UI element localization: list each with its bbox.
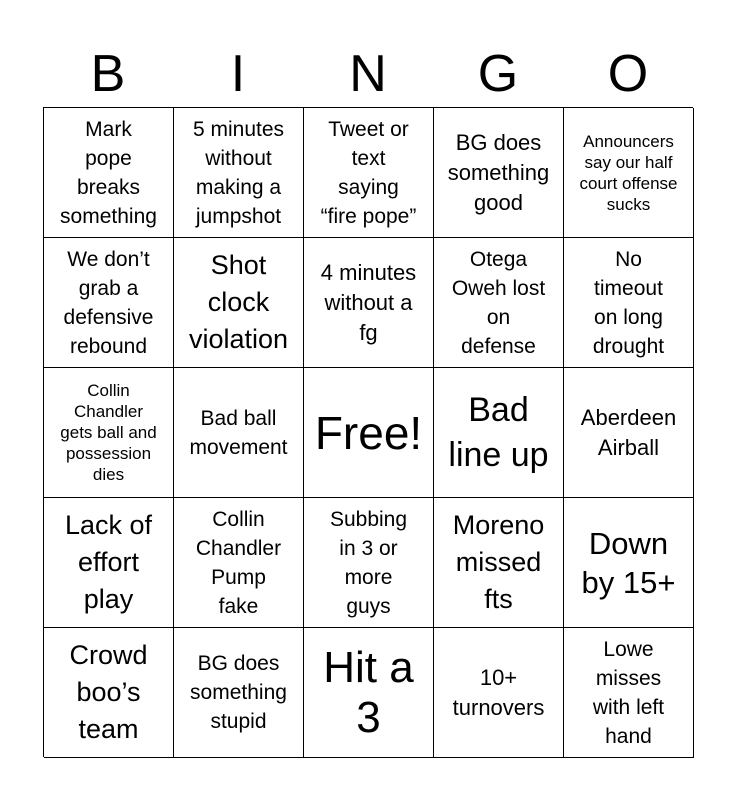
header-letter-i: I — [230, 45, 246, 103]
bingo-cell[interactable] — [564, 368, 694, 498]
header-letter-g: G — [477, 45, 519, 103]
bingo-cell[interactable] — [174, 628, 304, 758]
cell-text: 10+ turnovers — [452, 664, 545, 720]
bingo-header — [43, 40, 693, 108]
bingo-cell[interactable] — [174, 368, 304, 498]
cell-text: Crowd boo’s team — [69, 640, 148, 744]
cell-text: Tweet or text saying “fire pope” — [320, 117, 417, 228]
header-letter-o: O — [607, 45, 649, 103]
cell-text: BG does something good — [447, 129, 550, 215]
bingo-grid — [43, 107, 693, 757]
cell-text: BG does something stupid — [190, 652, 287, 733]
bingo-cell[interactable] — [304, 498, 434, 628]
cell-text: 4 minutes without a fg — [320, 259, 417, 345]
cell-text: Collin Chandler Pump fake — [195, 507, 282, 618]
bingo-cell[interactable] — [564, 628, 694, 758]
cell-text: Down by 15+ — [581, 525, 676, 600]
cell-text: Lowe misses with left hand — [592, 637, 665, 748]
bingo-cell[interactable] — [434, 368, 564, 498]
bingo-cell-free[interactable] — [304, 368, 434, 498]
bingo-cell[interactable] — [44, 628, 174, 758]
cell-text: No timeout on long drought — [592, 247, 665, 358]
bingo-cell[interactable] — [564, 498, 694, 628]
bingo-cell[interactable] — [434, 108, 564, 238]
cell-text: We don’t grab a defensive rebound — [63, 247, 154, 358]
header-letter-b: B — [90, 45, 126, 103]
cell-text: Mark pope breaks something — [60, 117, 157, 228]
bingo-cell[interactable] — [564, 108, 694, 238]
cell-text: Collin Chandler gets ball and possession dies — [60, 381, 157, 484]
header-letter-n: N — [349, 45, 387, 103]
bingo-cell[interactable] — [304, 628, 434, 758]
cell-text: Otega Oweh lost on defense — [451, 247, 546, 358]
bingo-cell[interactable] — [564, 238, 694, 368]
bingo-cell[interactable] — [44, 238, 174, 368]
bingo-cell[interactable] — [434, 628, 564, 758]
bingo-cell[interactable] — [304, 238, 434, 368]
cell-text: Aberdeen Airball — [580, 404, 677, 460]
cell-text: Lack of effort play — [64, 510, 153, 614]
bingo-cell[interactable] — [174, 238, 304, 368]
cell-text: Moreno missed fts — [452, 510, 545, 614]
cell-text: Shot clock violation — [188, 250, 289, 354]
cell-text: Free! — [314, 406, 423, 459]
bingo-cell[interactable] — [44, 108, 174, 238]
bingo-cell[interactable] — [434, 498, 564, 628]
bingo-cell[interactable] — [434, 238, 564, 368]
cell-text: Announcers say our half court offense sucks — [579, 131, 678, 214]
cell-text: 5 minutes without making a jumpshot — [192, 117, 285, 228]
cell-text: Bad ball movement — [189, 406, 288, 459]
bingo-cell[interactable] — [304, 108, 434, 238]
bingo-cell[interactable] — [174, 108, 304, 238]
bingo-cell[interactable] — [44, 498, 174, 628]
bingo-cell[interactable] — [174, 498, 304, 628]
cell-text: Hit a 3 — [323, 642, 414, 742]
bingo-cell[interactable] — [44, 368, 174, 498]
cell-text: Subbing in 3 or more guys — [329, 507, 408, 618]
cell-text: Bad line up — [448, 390, 549, 474]
